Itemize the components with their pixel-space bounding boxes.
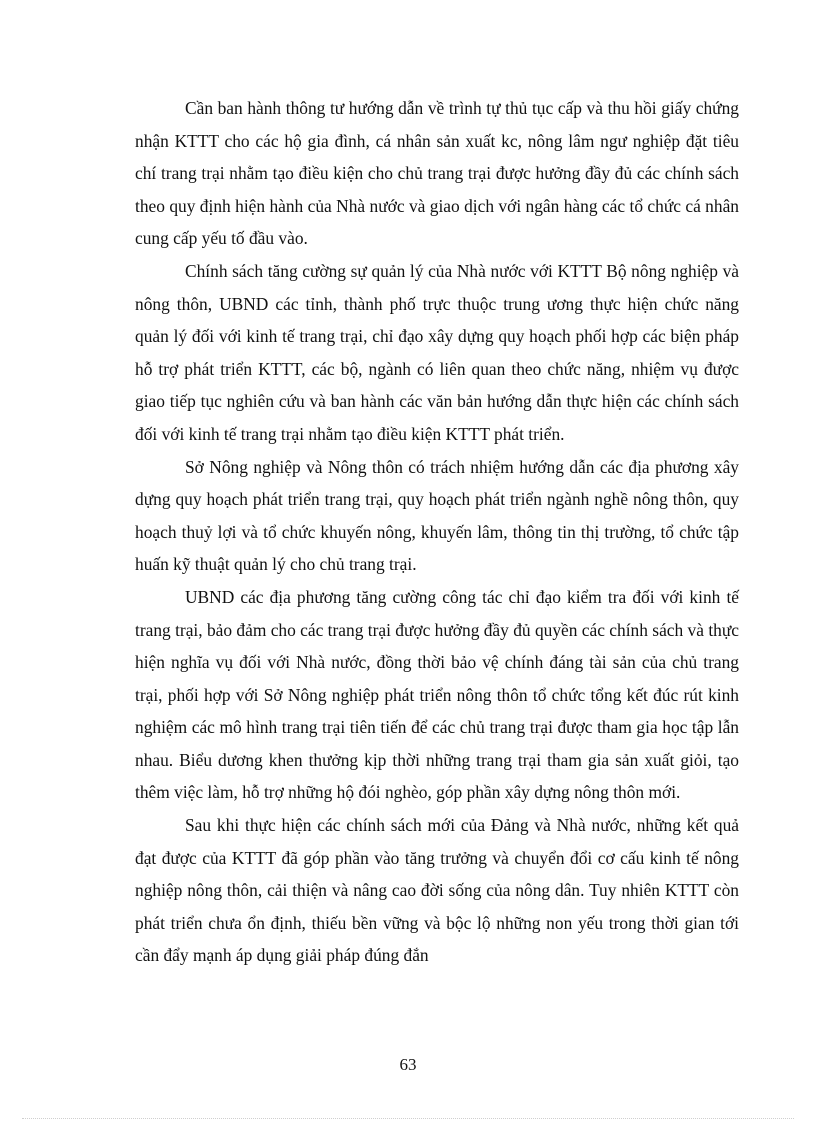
paragraph-results-and-limitations: Sau khi thực hiện các chính sách mới của Đảng và Nhà nước, những kết quả đạt được của KTTT đã góp phần vào tăng trưởng và chuyển đổi cơ cấu kinh tế nông nghiệp nông thôn, cải thiện và nâng cao đời sống của nông dân. Tuy nhiên KTTT còn phát triển chưa ổn định, thiếu bền vững và bộc lộ những non yếu trong thời gian tới cần đẩy mạnh áp dụng giải pháp đúng đắn [135,815,739,966]
paragraph-agriculture-department: Sở Nông nghiệp và Nông thôn có trách nhiệm hướng dẫn các địa phương xây dựng quy hoạch phát triển trang trại, quy hoạch phát triển ngành nghề nông thôn, quy hoạch thuỷ lợi và tổ chức khuyến nông, khuyến lâm, thông tin thị trường, tổ chức tập huấn kỹ thuật quản lý cho chủ trang trại. [135,456,739,575]
paragraph-state-management: Chính sách tăng cường sự quản lý của Nhà nước với KTTT Bộ nông nghiệp và nông thôn, UBND các tỉnh, thành phố trực thuộc trung ương thực hiện chức năng quản lý đối với kinh tế trang trại, chỉ đạo xây dựng quy hoạch phối hợp các biện pháp hỗ trợ phát triển KTTT, các bộ, ngành có liên quan theo chức năng, nhiệm vụ được giao tiếp tục nghiên cứu và ban hành các văn bản hướng dẫn thực hiện các chính sách đối với kinh tế trang trại nhằm tạo điều kiện KTTT phát triển. [135,260,739,444]
paragraph-certificate-guidance: Cần ban hành thông tư hướng dẫn về trình tự thủ tục cấp và thu hồi giấy chứng nhận KTTT cho các hộ gia đình, cá nhân sản xuất kc, nông lâm ngư nghiệp đặt tiêu chí trang trại nhằm tạo điều kiện cho chủ trang trại được hưởng đầy đủ các chính sách theo quy định hiện hành của Nhà nước và giao dịch với ngân hàng các tổ chức cá nhân cung cấp yếu tố đầu vào. [135,98,739,249]
paragraph-local-committees: UBND các địa phương tăng cường công tác chỉ đạo kiểm tra đối với kinh tế trang trại, bảo đảm cho các trang trại được hưởng đầy đủ quyền các chính sách và thực hiện nghĩa vụ đối với Nhà nước, đồng thời bảo vệ chính đáng tài sản của chủ trang trại, phối hợp với Sở Nông nghiệp phát triển nông thôn tổ chức tổng kết đúc rút kinh nghiệm các mô hình trang trại tiên tiến để các chủ trang trại được tham gia học tập lẫn nhau. Biểu dương khen thưởng kịp thời những trang trại tham gia sản xuất giỏi, tạo thêm việc làm, hỗ trợ những hộ đói nghèo, góp phần xây dựng nông thôn mới. [135,586,739,803]
page-number: 63 [399,1055,417,1074]
document-body [135,92,739,972]
page-bottom-divider [22,1118,794,1119]
